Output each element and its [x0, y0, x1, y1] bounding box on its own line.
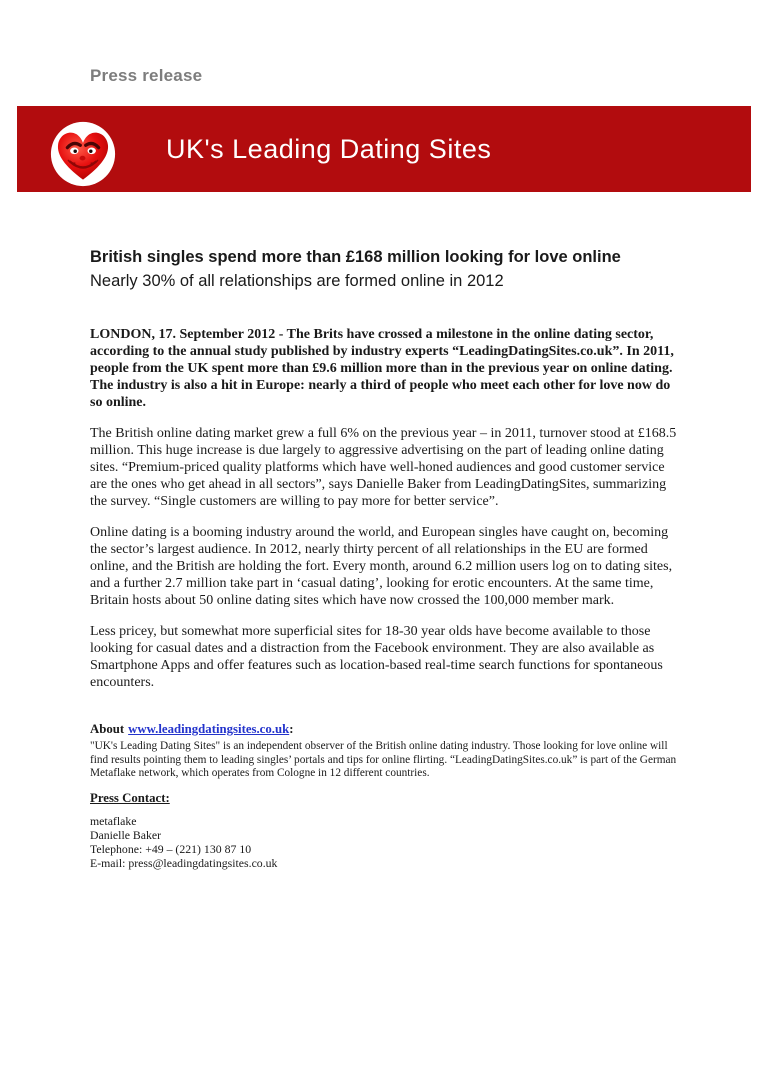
contact-telephone: Telephone: +49 – (221) 130 87 10	[90, 841, 252, 856]
brand-banner	[17, 106, 751, 192]
paragraphs-section	[90, 326, 678, 691]
banner-title: UK's Leading Dating Sites	[166, 133, 492, 164]
paragraph: Less pricey, but somewhat more superficial sites for 18-30 year olds have become available to those looking for casual dates and a distraction from the Facebook environment. They are also available as Smartphone Apps and offer features such as location-based real-time search functions for spontaneous encounters.	[90, 624, 663, 690]
about-label: About	[90, 722, 125, 736]
heart-devil-logo-icon	[50, 121, 116, 187]
contact-person: Danielle Baker	[90, 827, 162, 842]
contact-block	[90, 814, 678, 870]
paragraph-lead: LONDON, 17. September 2012 - The Brits have crossed a milestone in the online dating sector, according to the annual study published by industry experts “LeadingDatingSites.co.uk”. In 2011, people from the UK spent more than £9.6 million more than in the previous year on online dating. The industry is also a hit in Europe: nearly a third of people who meet each other for love now do so online.	[90, 327, 674, 410]
paragraph: Online dating is a booming industry around the world, and European singles have caught on, becoming the sector’s largest audience. In 2012, nearly thirty percent of all relationships in the EU are formed online, and the British are holding the fort. Every month, around 6.2 million users log on to dating sites, and a further 2.7 million take part in ‘casual dating’, looking for erotic encounters. At the same time, Britain hosts about 50 online dating sites which have now crossed the 100,000 member mark.	[90, 525, 673, 608]
press-contact-heading: Press Contact:	[90, 790, 170, 805]
about-section	[90, 721, 678, 781]
press-release-label: Press release	[90, 66, 203, 85]
paragraph: The British online dating market grew a full 6% on the previous year – in 2011, turnover stood at £168.5 million. This huge increase is due largely to aggressive advertising on the part of leading online dating sites. “Premium-priced quality platforms which have well-honed audiences and good customer service are the ones who get ahead in all sectors”, says Danielle Baker from LeadingDatingSites, summarizing the survey. “Single customers are willing to pay more for better service”.	[90, 426, 677, 509]
about-colon: :	[289, 722, 294, 736]
contact-company: metaflake	[90, 813, 137, 828]
contact-email: E-mail: press@leadingdatingsites.co.uk	[90, 855, 278, 870]
about-heading	[90, 721, 678, 737]
subheadline: Nearly 30% of all relationships are formed online in 2012	[90, 272, 504, 290]
document-body	[90, 245, 678, 870]
about-website-link[interactable]: www.leadingdatingsites.co.uk	[128, 722, 290, 736]
headline: British singles spend more than £168 million looking for love online	[90, 248, 621, 266]
about-description: "UK's Leading Dating Sites" is an independent observer of the British online dating industry. Those looking for love online will find results pointing them to leading singles’ portals and tips for online flirting. “LeadingDatingSites.co.uk” is part of the German Metaflake network, which operates from Cologne in 12 different countries.	[90, 740, 677, 780]
